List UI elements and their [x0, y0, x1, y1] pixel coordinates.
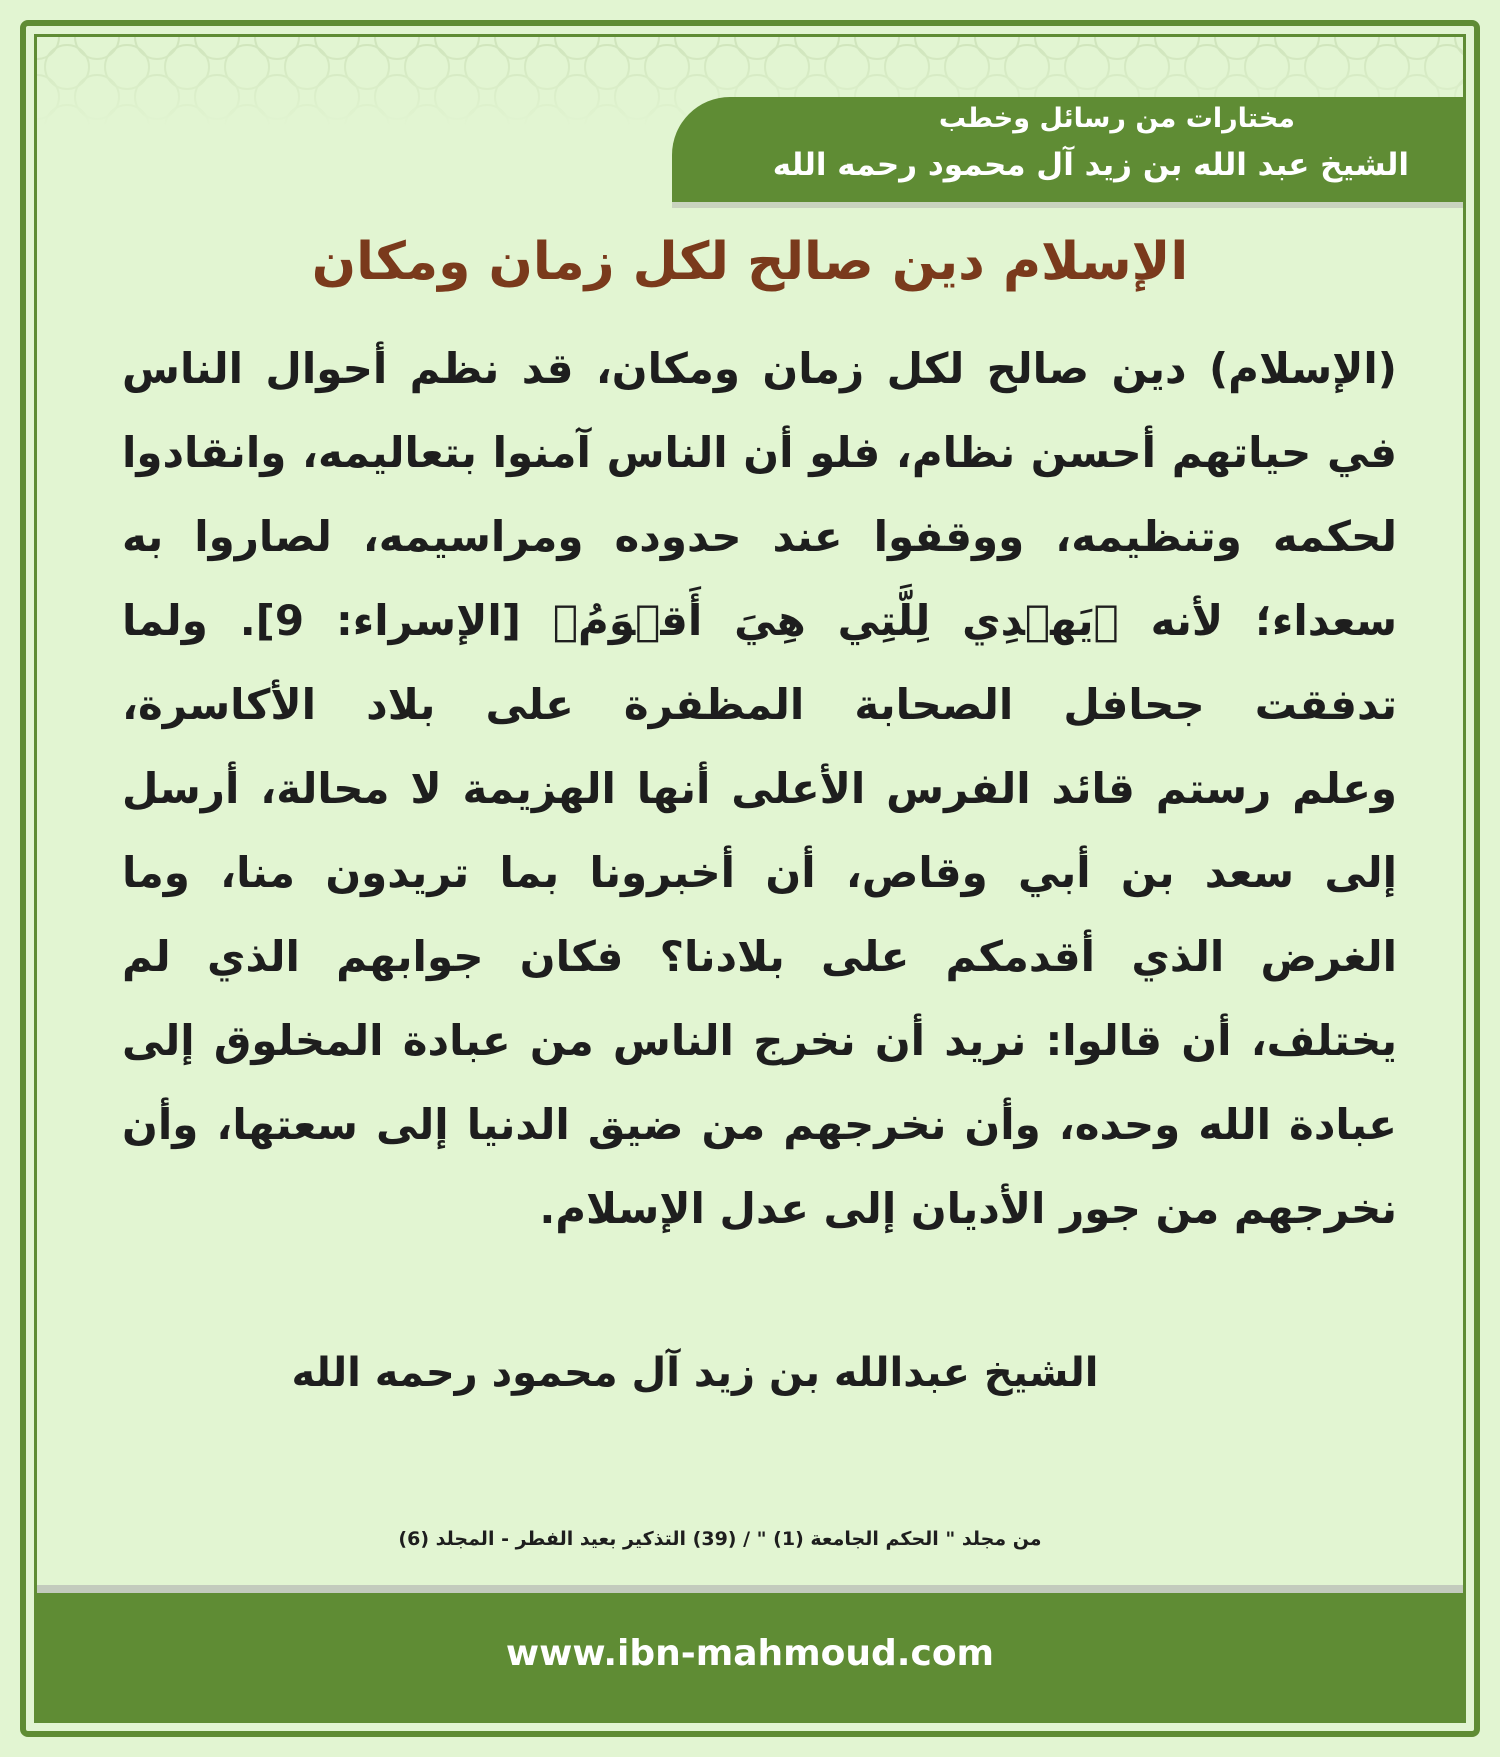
- body-line: الغرض الذي أقدمكم على بلادنا؟ فكان جوابهم الذي لم: [122, 932, 1397, 981]
- website-link[interactable]: www.ibn-mahmoud.com: [505, 1633, 995, 1674]
- body-line: عبادة الله وحده، وأن نخرجهم من ضيق الدنيا إلى سعتها، وأن: [122, 1100, 1397, 1149]
- body-line: (الإسلام) دين صالح لكل زمان ومكان، قد نظم أحوال الناس: [122, 344, 1397, 393]
- body-line: في حياتهم أحسن نظام، فلو أن الناس آمنوا بتعاليمه، وانقادوا: [122, 428, 1397, 477]
- article-body: [122, 327, 1397, 1251]
- body-line: سعداء؛ لأنه ﴿يَهۡدِي لِلَّتِي هِيَ أَقۡوَمُ﴾ [الإسراء: 9]. ولما: [122, 596, 1398, 645]
- body-line: نخرجهم من جور الأديان إلى عدل الإسلام.: [539, 1184, 1397, 1233]
- footer-divider: [37, 1585, 1463, 1593]
- body-line: لحكمه وتنظيمه، ووقفوا عند حدوده ومراسيمه، لصاروا به: [122, 512, 1397, 561]
- series-title: مختارات من رسائل وخطب: [938, 103, 1295, 134]
- footer-band: [37, 1593, 1463, 1720]
- body-line: يختلف، أن قالوا: نريد أن نخرج الناس من عبادة المخلوق إلى: [122, 1016, 1397, 1065]
- source-citation: من مجلد " الحكم الجامعة (1) " / (39) التذكير بعيد الفطر - المجلد (6): [398, 1528, 1042, 1550]
- series-author: الشيخ عبد الله بن زيد آل محمود رحمه الله: [772, 147, 1409, 183]
- author-signature: الشيخ عبدالله بن زيد آل محمود رحمه الله: [291, 1350, 1099, 1396]
- series-header-band: [672, 97, 1463, 202]
- body-line: وعلم رستم قائد الفرس الأعلى أنها الهزيمة لا محالة، أرسل: [122, 764, 1397, 813]
- body-line: تدفقت جحافل الصحابة المظفرة على بلاد الأكاسرة،: [122, 680, 1397, 729]
- body-line: إلى سعد بن أبي وقاص، أن أخبرونا بما تريدون منا، وما: [122, 848, 1397, 897]
- article-title: الإسلام دين صالح لكل زمان ومكان: [311, 232, 1189, 292]
